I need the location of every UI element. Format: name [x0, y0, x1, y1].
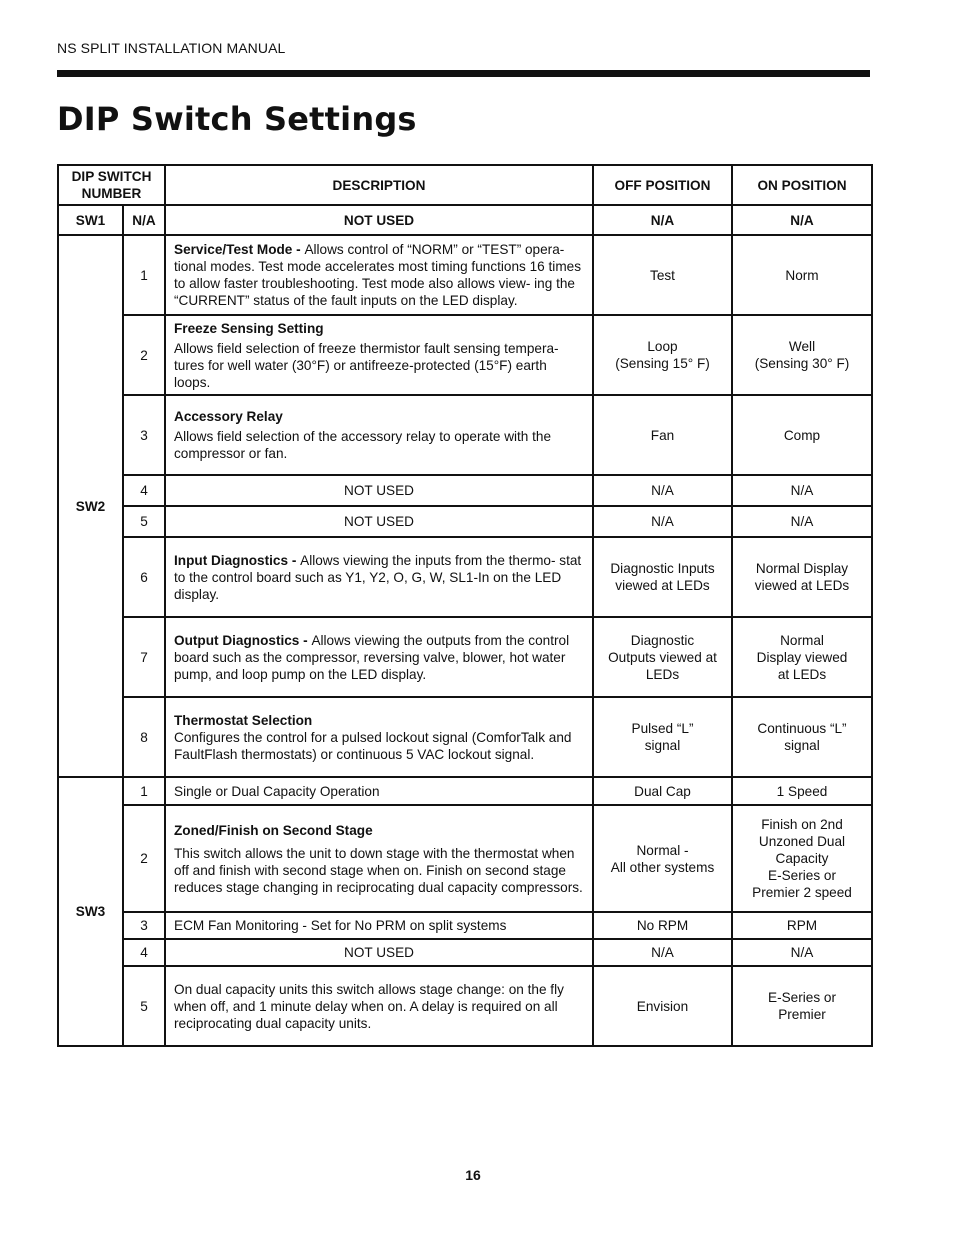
table-row — [58, 966, 872, 1046]
switch-description: ECM Fan Monitoring - Set for No PRM on split systems — [165, 912, 593, 939]
switch-number: 2 — [123, 315, 165, 395]
header-rule — [57, 70, 870, 77]
switch-description: Zoned/Finish on Second Stage This switch allows the unit to down stage with the thermostat when off and finish with second stage when on. Finish on second stage reduces stage changing in reciprocating dual capacity compressors. — [165, 805, 593, 912]
switch-number: 4 — [123, 475, 165, 506]
switch-number: 4 — [123, 939, 165, 966]
header-off-position: OFF POSITION — [593, 165, 732, 205]
table-row — [58, 537, 872, 617]
manual-header: NS SPLIT INSTALLATION MANUAL — [57, 40, 286, 56]
off-position: N/A — [593, 939, 732, 966]
off-position: Diagnostic Inputs viewed at LEDs — [593, 537, 732, 617]
off-position: Dual Cap — [593, 777, 732, 805]
on-position: Norm — [732, 235, 872, 315]
switch-description: Service/Test Mode - Allows control of “NORM” or “TEST” opera- tional modes. Test mode accelerates most timing functions 16 times to allow faster troubleshooting. Test mode also allows view- ing the “CURRENT” status of the fault inputs on the LED display. — [165, 235, 593, 315]
table-row — [58, 506, 872, 537]
on-position: Normal Display viewed at LEDs — [732, 537, 872, 617]
switch-number: 8 — [123, 697, 165, 777]
on-position: 1 Speed — [732, 777, 872, 805]
on-position: Normal Display viewed at LEDs — [732, 617, 872, 697]
table-row — [58, 235, 872, 315]
off-position: N/A — [593, 506, 732, 537]
switch-description: Input Diagnostics - Allows viewing the inputs from the thermo- stat to the control board such as Y1, Y2, O, G, W, SL1-In on the LED display. — [165, 537, 593, 617]
group-label: SW2 — [58, 235, 123, 777]
group-label: SW1 — [58, 205, 123, 235]
table-row — [58, 805, 872, 912]
table-row — [58, 205, 872, 235]
dip-switch-table — [57, 164, 873, 1047]
off-position: Pulsed “L” signal — [593, 697, 732, 777]
off-position: Envision — [593, 966, 732, 1046]
on-position: N/A — [732, 205, 872, 235]
table-row — [58, 475, 872, 506]
off-position: Loop (Sensing 15° F) — [593, 315, 732, 395]
on-position: N/A — [732, 506, 872, 537]
header-dip-switch-number: DIP SWITCH NUMBER — [58, 165, 165, 205]
group-label: SW3 — [58, 777, 123, 1046]
table-row — [58, 395, 872, 475]
header-description: DESCRIPTION — [165, 165, 593, 205]
off-position: Test — [593, 235, 732, 315]
off-position: Fan — [593, 395, 732, 475]
on-position: Comp — [732, 395, 872, 475]
switch-number: 6 — [123, 537, 165, 617]
off-position: Normal - All other systems — [593, 805, 732, 912]
off-position: N/A — [593, 205, 732, 235]
table-row — [58, 912, 872, 939]
on-position: Finish on 2nd Unzoned Dual Capacity E-Series or Premier 2 speed — [732, 805, 872, 912]
page-number: 16 — [465, 1167, 481, 1183]
table-header-row — [58, 165, 872, 205]
switch-description: NOT USED — [165, 475, 593, 506]
table-row — [58, 939, 872, 966]
off-position: N/A — [593, 475, 732, 506]
switch-description: On dual capacity units this switch allows stage change: on the fly when off, and 1 minute delay when on. A delay is required on all reciprocating dual capacity units. — [165, 966, 593, 1046]
switch-number: N/A — [123, 205, 165, 235]
switch-description: Output Diagnostics - Allows viewing the outputs from the control board such as the compressor, reversing valve, blower, hot water pump, and loop pump on the LED display. — [165, 617, 593, 697]
on-position: E-Series or Premier — [732, 966, 872, 1046]
switch-description: Accessory Relay Allows field selection of the accessory relay to operate with the compressor or fan. — [165, 395, 593, 475]
on-position: Well (Sensing 30° F) — [732, 315, 872, 395]
on-position: N/A — [732, 475, 872, 506]
switch-number: 3 — [123, 395, 165, 475]
switch-number: 2 — [123, 805, 165, 912]
on-position: RPM — [732, 912, 872, 939]
switch-description: NOT USED — [165, 506, 593, 537]
switch-description: Freeze Sensing Setting Allows field selection of freeze thermistor fault sensing tempera- tures for well water (30°F) or antifreeze-protected (15°F) earth loops. — [165, 315, 593, 395]
switch-number: 3 — [123, 912, 165, 939]
on-position: N/A — [732, 939, 872, 966]
on-position: Continuous “L” signal — [732, 697, 872, 777]
switch-description: NOT USED — [165, 939, 593, 966]
switch-number: 7 — [123, 617, 165, 697]
off-position: Diagnostic Outputs viewed at LEDs — [593, 617, 732, 697]
header-on-position: ON POSITION — [732, 165, 872, 205]
table-row — [58, 617, 872, 697]
switch-description: Single or Dual Capacity Operation — [165, 777, 593, 805]
switch-number: 5 — [123, 506, 165, 537]
switch-description: Thermostat Selection Configures the control for a pulsed lockout signal (ComforTalk and FaultFlash thermostats) or continuous 5 VAC lockout signal. — [165, 697, 593, 777]
switch-number: 5 — [123, 966, 165, 1046]
table-row — [58, 315, 872, 395]
switch-number: 1 — [123, 777, 165, 805]
table-row — [58, 697, 872, 777]
page-title: DIP Switch Settings — [57, 100, 417, 138]
switch-number: 1 — [123, 235, 165, 315]
off-position: No RPM — [593, 912, 732, 939]
switch-description: NOT USED — [165, 205, 593, 235]
table-row — [58, 777, 872, 805]
